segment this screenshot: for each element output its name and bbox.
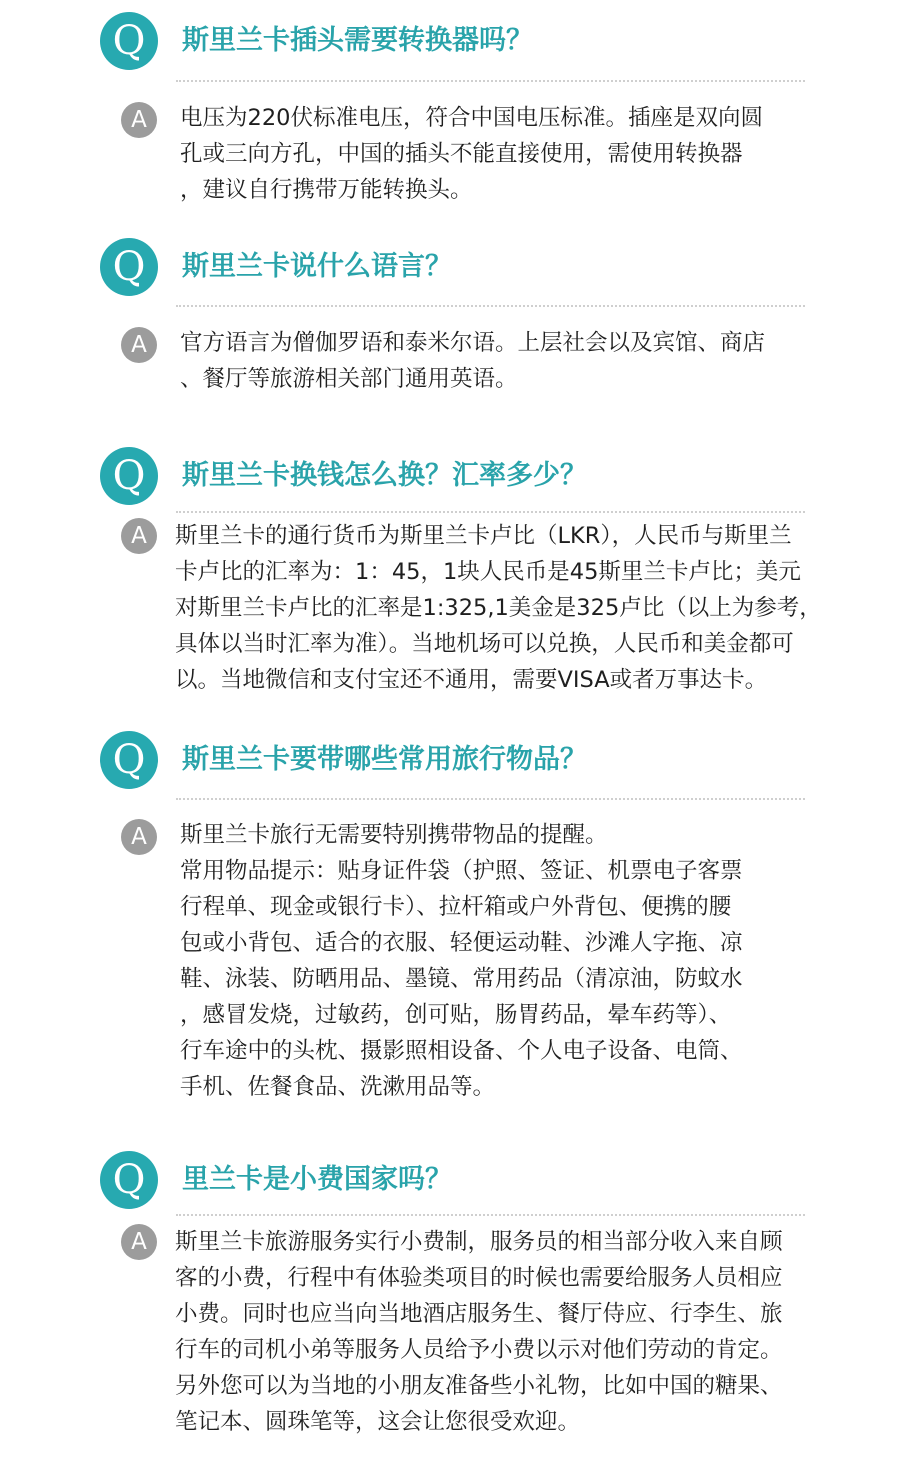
answer-line: 对斯里兰卡卢比的汇率是1:325,1美金是325卢比（以上为参考， [175,595,822,621]
divider [176,305,805,307]
answer-line: 具体以当时汇率为准）。当地机场可以兑换，人民币和美金都可 [175,631,794,657]
answer-line: 官方语言为僧伽罗语和泰米尔语。上层社会以及宾馆、商店 [180,330,766,356]
question-title: 斯里兰卡说什么语言？ [182,251,452,282]
question-row [0,447,900,507]
question-row [0,12,900,72]
answer-badge: A [121,819,157,855]
answer-line: ，建议自行携带万能转换头。 [180,177,473,203]
answer-line: 以。当地微信和支付宝还不通用，需要VISA或者万事达卡。 [175,667,768,693]
answer-line: 、餐厅等旅游相关部门通用英语。 [180,366,518,392]
answer-line: 小费。同时也应当向当地酒店服务生、餐厅侍应、行李生、旅 [175,1301,783,1327]
answer-line: 手机、佐餐食品、洗漱用品等。 [180,1074,496,1100]
answer-line: 斯里兰卡旅游服务实行小费制，服务员的相当部分收入来自顾 [175,1229,783,1255]
answer-line: 另外您可以为当地的小朋友准备些小礼物，比如中国的糖果、 [175,1373,783,1399]
answer-badge: A [121,327,157,363]
answer-line: 卡卢比的汇率为：1：45，1块人民币是45斯里兰卡卢比；美元 [175,559,801,585]
answer-line: 行车途中的头枕、摄影照相设备、个人电子设备、电筒、 [180,1038,743,1064]
answer-line: 行程单、现金或银行卡）、拉杆箱或户外背包、便携的腰 [180,894,732,920]
answer-line: 包或小背包、适合的衣服、轻便运动鞋、沙滩人字拖、凉 [180,930,743,956]
divider [176,511,805,513]
question-row [0,238,900,298]
answer-line: 行车的司机小弟等服务人员给予小费以示对他们劳动的肯定。 [175,1337,783,1363]
answer-line: 斯里兰卡旅行无需要特别携带物品的提醒。 [180,822,608,848]
question-badge: Q [100,731,158,789]
answer-badge: A [121,102,157,138]
question-badge: Q [100,12,158,70]
divider [176,80,805,82]
question-badge: Q [100,238,158,296]
answer-line: 笔记本、圆珠笔等，这会让您很受欢迎。 [175,1409,581,1435]
divider [176,798,805,800]
answer-line: 电压为220伏标准电压，符合中国电压标准。插座是双向圆 [180,105,763,131]
question-title: 斯里兰卡插头需要转换器吗？ [182,25,533,56]
question-title: 斯里兰卡要带哪些常用旅行物品？ [182,744,587,775]
question-badge: Q [100,1151,158,1209]
question-title: 斯里兰卡换钱怎么换？汇率多少？ [182,460,587,491]
answer-badge: A [121,1224,157,1260]
question-row [0,1151,900,1211]
answer-line: 鞋、泳装、防晒用品、墨镜、常用药品（清凉油，防蚊水 [180,966,743,992]
question-badge: Q [100,447,158,505]
answer-line: 斯里兰卡的通行货币为斯里兰卡卢比（LKR），人民币与斯里兰 [175,523,792,549]
answer-line: 孔或三向方孔，中国的插头不能直接使用，需使用转换器 [180,141,743,167]
question-row [0,731,900,791]
answer-line: 常用物品提示：贴身证件袋（护照、签证、机票电子客票 [180,858,743,884]
divider [176,1214,805,1216]
answer-badge: A [121,518,157,554]
answer-line: ，感冒发烧，过敏药，创可贴，肠胃药品，晕车药等）、 [180,1002,732,1028]
question-title: 里兰卡是小费国家吗？ [182,1164,452,1195]
answer-line: 客的小费，行程中有体验类项目的时候也需要给服务人员相应 [175,1265,783,1291]
